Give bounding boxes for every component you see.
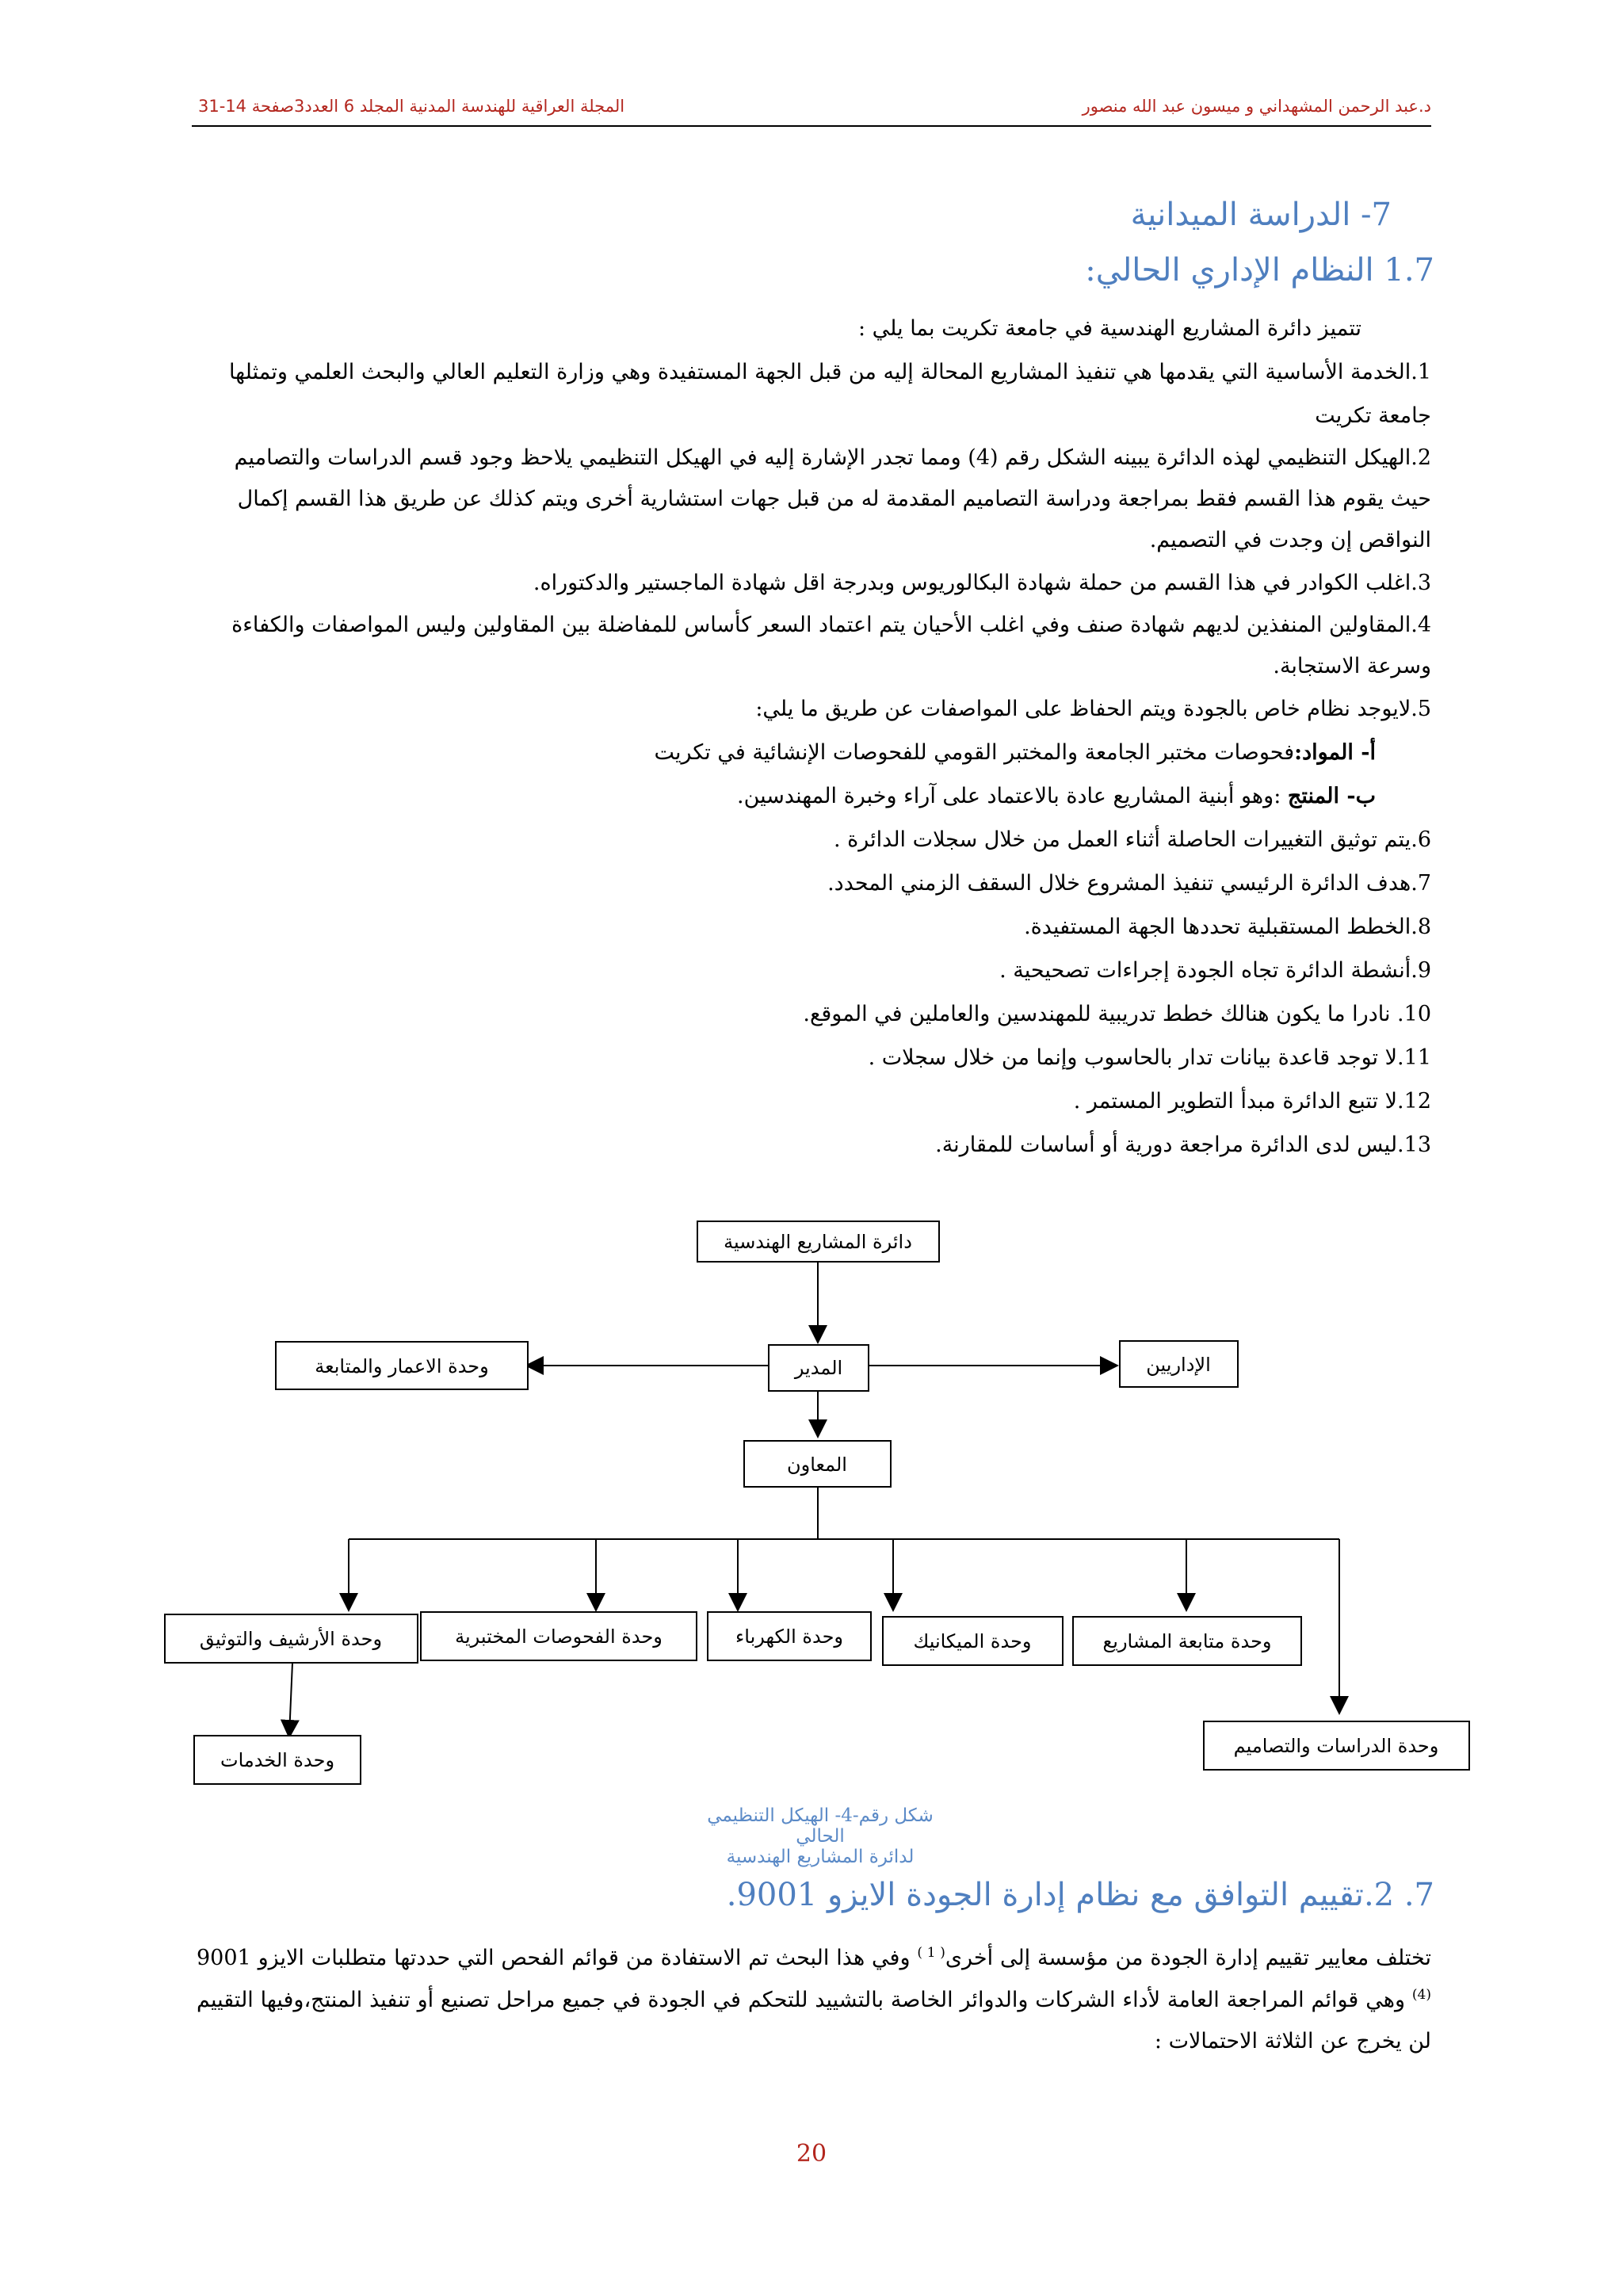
list-item: 4.المقاولين المنفذين لديهم شهادة صنف وفي اغلب الأحيان يتم اعتماد السعر كأساس للمفاضلة بين المقاولين وليس المواصفات والكفاءة وسرعة الاستجابة. [231, 613, 1431, 678]
list-item: 8.الخطط المستقبلية تحددها الجهة المستفيدة. [1024, 915, 1431, 939]
caption-line: لدائرة المشاريع الهندسية [726, 1847, 915, 1867]
chart-label-unit: وحدة الكهرباء [735, 1626, 844, 1648]
sub-item-label: ب- المنتج [1287, 784, 1376, 808]
reference-mark: ( 1 ) [917, 1945, 945, 1961]
paragraph-text: وهي قوائم المراجعة العامة لأداء الشركات والدوائر الخاصة بالتشييد للتحكم في الجودة في جميع مراحل تصنيع أو تنفيذ المنتج،وفيها التقييم لن يخرج عن الثلاثة الاحتمالات : [197, 1987, 1431, 2054]
chart-label-unit: وحدة الفحوصات المختبرية [455, 1626, 663, 1648]
chart-label-studies: وحدة الدراسات والتصاميم [1233, 1735, 1439, 1757]
paragraph [197, 1938, 1431, 2063]
chart-label-top: دائرة المشاريع الهندسية [724, 1231, 912, 1253]
paragraph-text: تختلف معايير تقييم إدارة الجودة من مؤسسة إلى أخرى [945, 1946, 1432, 1970]
chart-label-services: وحدة الخدمات [220, 1749, 335, 1771]
subsection-heading: 1.7 النظام الإداري الحالي: [1085, 252, 1434, 288]
page-number: 20 [796, 2140, 827, 2168]
reference-mark: (4) [1411, 1986, 1431, 2003]
connector-line [289, 1663, 292, 1736]
header-authors: د.عبد الرحمن المشهداني و ميسون عبد الله منصور [1082, 97, 1431, 116]
section-heading: 7- الدراسة الميدانية [1130, 197, 1392, 233]
list-item: 11.لا توجد قاعدة بيانات تدار بالحاسوب وإنما من خلال سجلات . [868, 1045, 1431, 1070]
list-item: 7.هدف الدائرة الرئيسي تنفيذ المشروع خلال السقف الزمني المحدد. [827, 871, 1431, 896]
chart-label-deputy: المعاون [787, 1454, 847, 1476]
list-item: 12.لا تتبع الدائرة مبدأ التطوير المستمر . [1073, 1089, 1431, 1114]
list-item: 10. نادرا ما يكون هنالك خطط تدريبية للمهندسين والعاملين في الموقع. [803, 1002, 1431, 1026]
chart-label-unit: وحدة الميكانيك [913, 1630, 1032, 1652]
sub-item-text: :وهو أبنية المشاريع عادة بالاعتماد على آراء وخبرة المهندسين. [736, 784, 1288, 808]
list-item: 5.لايوجد نظام خاص بالجودة ويتم الحفاظ على المواصفات عن طريق ما يلي: [755, 697, 1431, 721]
caption-line: شكل رقم-4- الهيكل التنظيمي الحالي [707, 1805, 934, 1847]
chart-label-left-unit: وحدة الاعمار والمتابعة [315, 1355, 489, 1377]
chart-label-right-unit: الإداريين [1146, 1354, 1211, 1376]
list-item: 1.الخدمة الأساسية التي يقدمها هي تنفيذ المشاريع المحالة إليه من قبل الجهة المستفيدة وهي وزارة التعليم العالي والبحث العلمي وتمثلها جامعة تكريت [228, 360, 1431, 428]
figure-caption [697, 1805, 943, 1867]
header-journal: المجلة العراقية للهندسة المدنية المجلد 6 العدد3صفحة 14-31 [198, 97, 625, 116]
intro-text: تتميز دائرة المشاريع الهندسية في جامعة تكريت بما يلي : [857, 316, 1361, 341]
sub-item-label: أ- المواد: [1294, 740, 1376, 765]
list-item: 6.يتم توثيق التغييرات الحاصلة أثناء العمل من خلال سجلات الدائرة . [833, 827, 1431, 852]
list-item: 3.اغلب الكوادر في هذا القسم من حملة شهادة البكالوريوس وبدرجة اقل شهادة الماجستير والدكتوراه. [533, 571, 1431, 595]
chart-label-unit: وحدة الأرشيف والتوثيق [199, 1628, 383, 1650]
chart-label-manager: المدير [794, 1357, 843, 1379]
sub-item-text: فحوصات مختبر الجامعة والمختبر القومي للفحوصات الإنشائية في تكريت [654, 740, 1295, 765]
chart-label-unit: وحدة متابعة المشاريع [1102, 1630, 1272, 1652]
list-item: 9.أنشطة الدائرة تجاه الجودة إجراءات تصحيحية . [999, 958, 1431, 983]
list-item: 13.ليس لدى الدائرة مراجعة دورية أو أساسات للمقارنة. [935, 1133, 1431, 1157]
paragraph-text: وفي هذا البحث تم الاستفادة من قوائم الفحص التي حددتها متطلبات الايزو 9001 [197, 1946, 918, 1970]
section2-heading: 7. 2.تقييم التوافق مع نظام إدارة الجودة الايزو 9001. [726, 1877, 1434, 1913]
list-item: 2.الهيكل التنظيمي لهذه الدائرة يبينه الشكل رقم (4) ومما تجدر الإشارة إليه في الهيكل التنظيمي يلاحظ وجود قسم الدراسات والتصاميم حيث يقوم هذا القسم فقط بمراجعة ودراسة التصاميم المقدمة له من قبل جهات استشارية أخرى ويتم كذلك عن طريق هذا القسم إكمال النواقص إن وجدت في التصميم. [234, 445, 1431, 552]
